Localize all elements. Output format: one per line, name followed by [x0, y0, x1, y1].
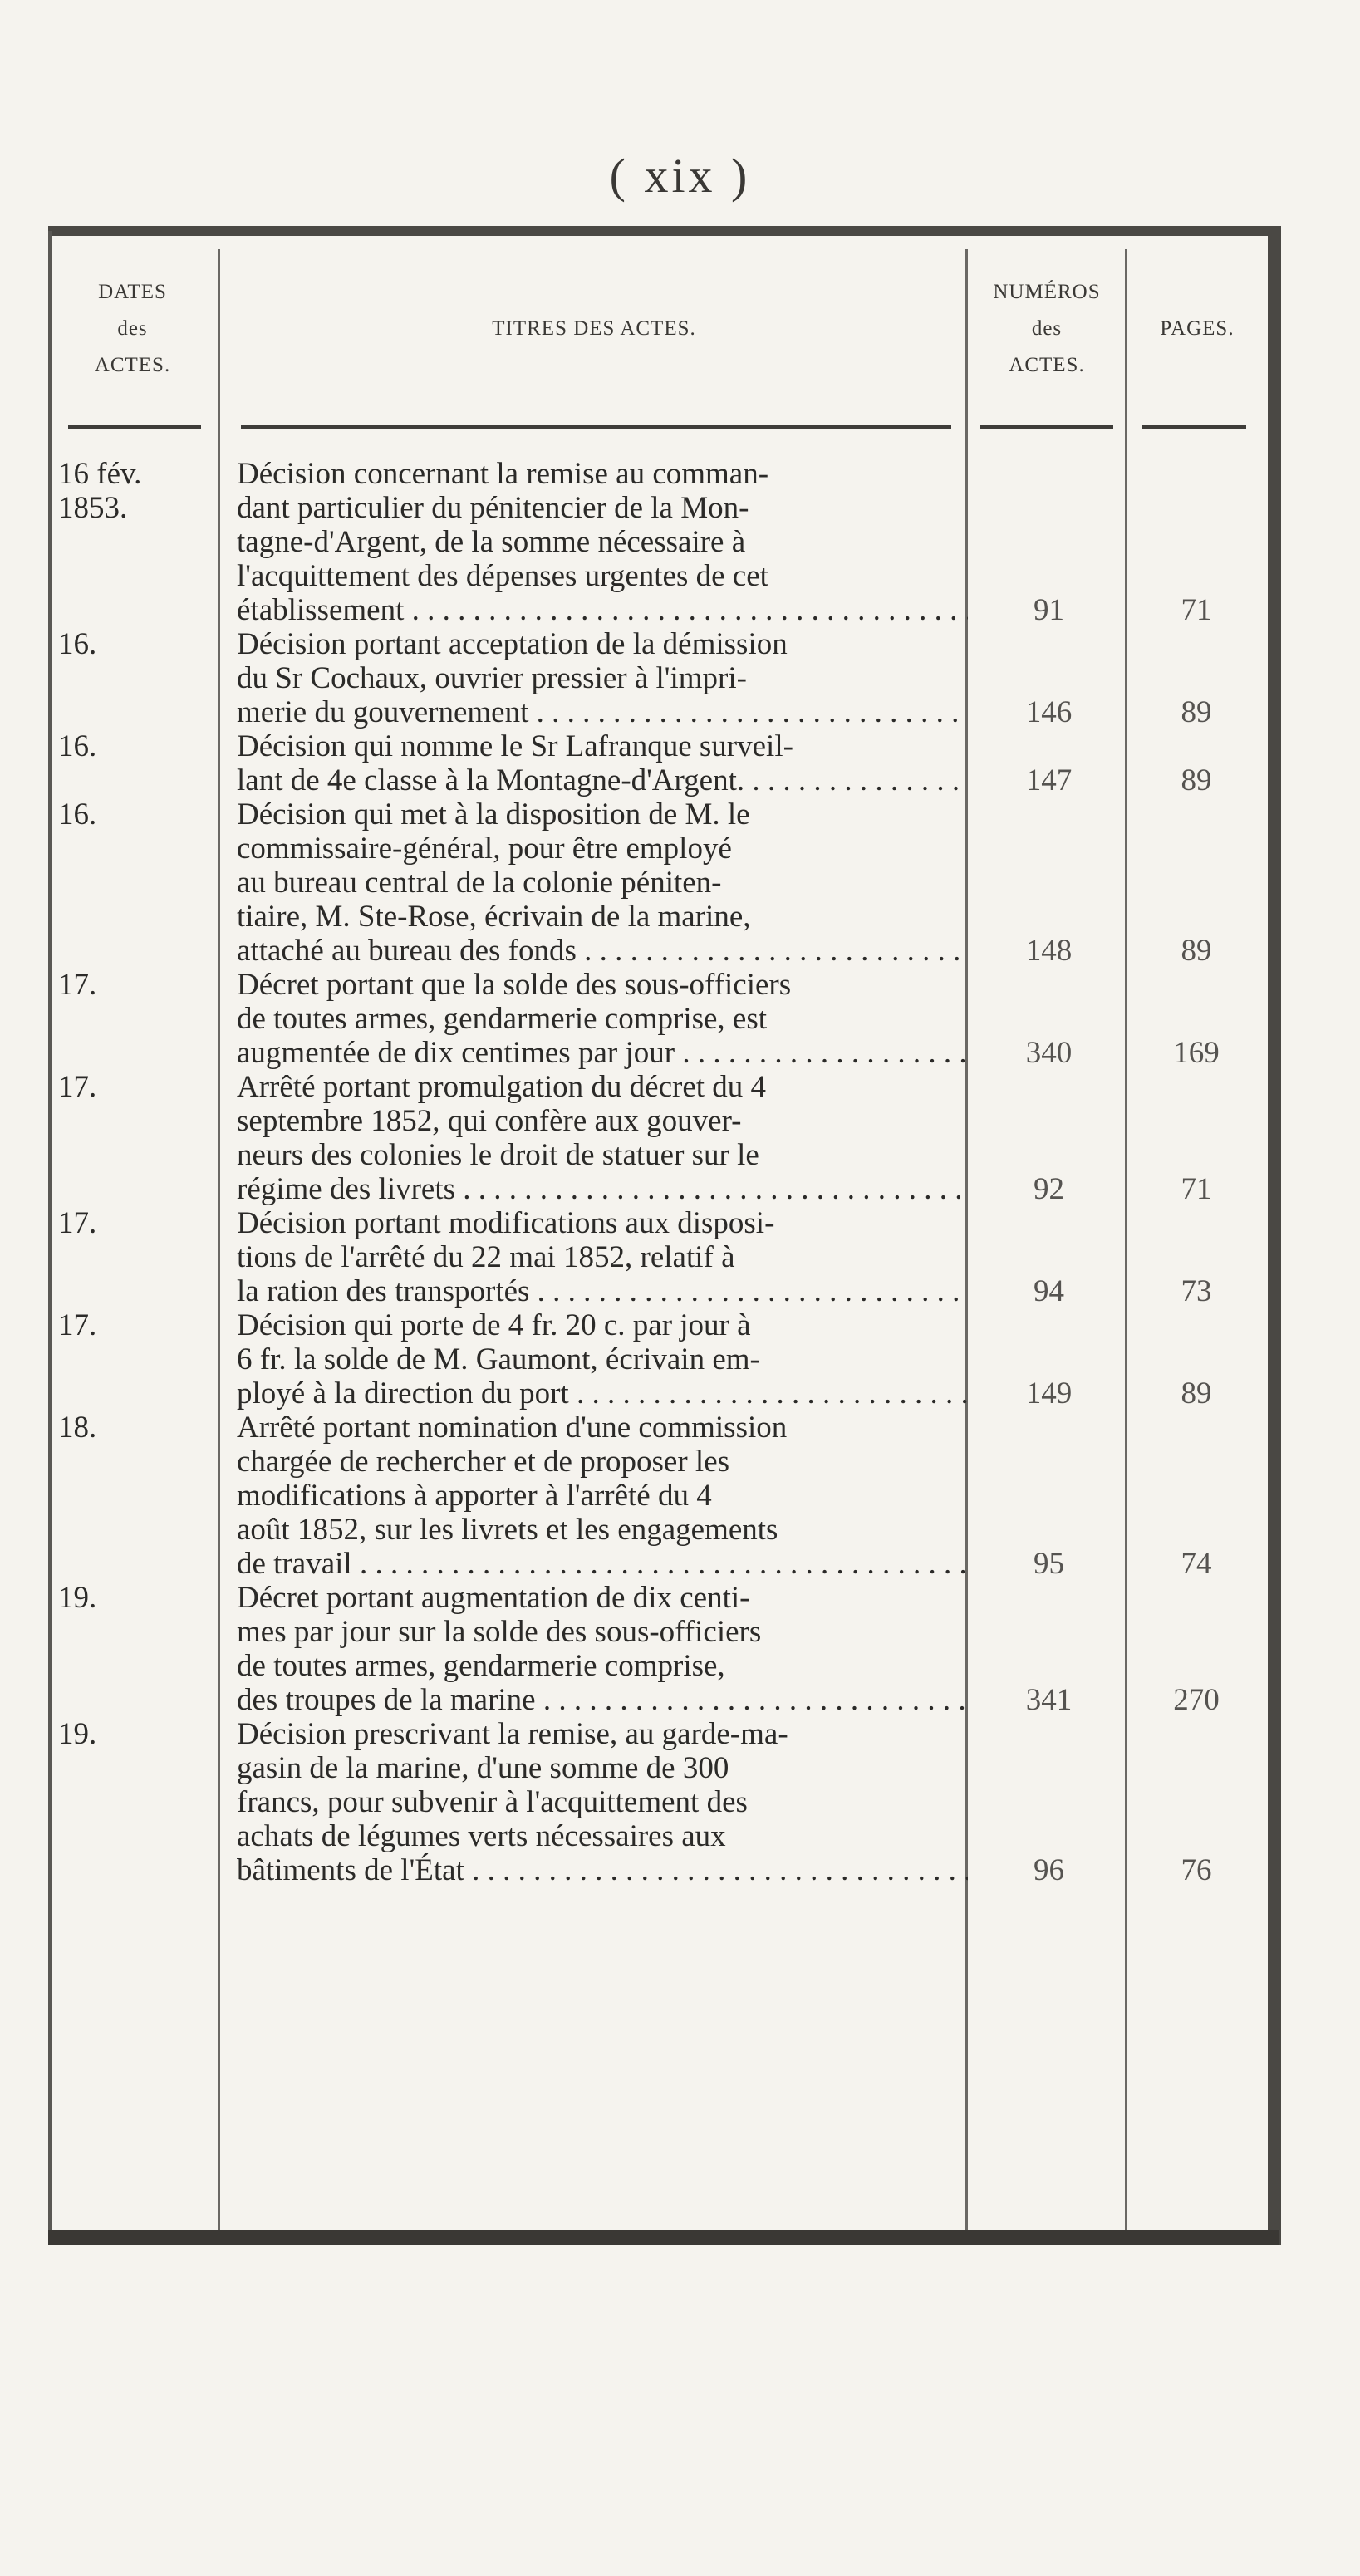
row-title-text: achats de légumes verts nécessaires aux [237, 1819, 726, 1853]
row-title-line [237, 1274, 968, 1308]
header-rule [68, 425, 201, 429]
row-title-text: Décision concernant la remise au comman- [237, 457, 769, 491]
leader-dots [675, 1036, 968, 1070]
row-title-line [237, 1819, 968, 1853]
leader-dots [536, 1683, 968, 1717]
row-title-line [237, 1411, 968, 1445]
row-title-line [237, 1513, 968, 1547]
row-title-text: dant particulier du pénitencier de la Mon- [237, 491, 749, 525]
row-title-line [237, 1240, 968, 1274]
row-title-text: Décret portant que la solde des sous-officiers [237, 968, 792, 1002]
leader-dots [569, 1376, 968, 1411]
table-right-border [1268, 226, 1281, 2245]
row-title [237, 1581, 968, 1717]
row-title-text: Décret portant augmentation de dix centi- [237, 1581, 750, 1615]
row-title-text: des troupes de la marine [237, 1683, 536, 1717]
row-date [58, 1206, 216, 1240]
row-title [237, 1070, 968, 1206]
header-numeros-line: ACTES. [1009, 354, 1085, 376]
row-title [237, 1411, 968, 1581]
row-title-line [237, 491, 968, 525]
leader-dots [404, 593, 968, 627]
header-dates-line: DATES [98, 281, 167, 303]
row-title-line [237, 1479, 968, 1513]
row-title-line [237, 1342, 968, 1376]
row-numero: 92 [1034, 1172, 1064, 1206]
row-numero: 91 [1034, 593, 1064, 627]
row-title-line [237, 1036, 968, 1070]
row-title [237, 1717, 968, 1887]
row-date-line: 16. [58, 627, 97, 661]
row-title-text: modifications à apporter à l'arrêté du 4 [237, 1479, 712, 1513]
row-title-text: Décision qui met à la disposition de M. le [237, 797, 750, 832]
row-date [58, 729, 216, 763]
row-title-line [237, 627, 968, 661]
row-title [237, 729, 968, 797]
header-dates-line: des [117, 317, 148, 340]
row-title-line [237, 729, 968, 763]
row-title-line [237, 934, 968, 968]
row-numero: 341 [1025, 1683, 1073, 1717]
row-title-line [237, 1649, 968, 1683]
header-pages: PAGES. [1160, 317, 1235, 340]
row-title-line [237, 1172, 968, 1206]
row-date [58, 457, 216, 525]
row-page: 270 [1173, 1683, 1220, 1717]
row-title [237, 457, 968, 627]
row-title-line [237, 1751, 968, 1785]
column-divider [1125, 249, 1127, 2230]
row-date-line: 16. [58, 729, 97, 763]
leader-dots [529, 1274, 968, 1308]
row-date [58, 1581, 216, 1615]
row-title-text: de travail [237, 1547, 352, 1581]
row-title-text: tiaire, M. Ste-Rose, écrivain de la marine, [237, 900, 751, 934]
row-numero: 340 [1025, 1036, 1073, 1070]
row-numero: 95 [1034, 1547, 1064, 1581]
row-title-line [237, 797, 968, 832]
row-numero: 94 [1034, 1274, 1064, 1308]
row-date-line: 16 fév. [58, 457, 142, 491]
row-title-line [237, 1308, 968, 1342]
row-title-text: Décision portant acceptation de la démission [237, 627, 788, 661]
row-title [237, 968, 968, 1070]
row-date [58, 968, 216, 1002]
row-title-text: augmentée de dix centimes par jour [237, 1036, 675, 1070]
row-title-text: Arrêté portant promulgation du décret du 4 [237, 1070, 767, 1104]
row-date-line: 1853. [58, 491, 128, 525]
row-numero: 148 [1025, 934, 1073, 968]
row-title-line [237, 1547, 968, 1581]
row-title-line [237, 1785, 968, 1819]
row-date [58, 1411, 216, 1445]
row-title-text: au bureau central de la colonie péniten- [237, 866, 722, 900]
row-page: 169 [1173, 1036, 1220, 1070]
row-title-text: ployé à la direction du port [237, 1376, 569, 1411]
row-title-text: Décision portant modifications aux disposi- [237, 1206, 775, 1240]
header-rule [1142, 425, 1246, 429]
row-title-line [237, 1376, 968, 1411]
row-title-text: tagne-d'Argent, de la somme nécessaire à [237, 525, 746, 559]
leader-dots [528, 695, 968, 729]
row-date-line: 19. [58, 1581, 97, 1615]
row-title-text: août 1852, sur les livrets et les engagements [237, 1513, 778, 1547]
row-numero: 147 [1025, 763, 1073, 797]
leader-dots [577, 934, 968, 968]
row-page: 74 [1181, 1547, 1212, 1581]
row-title-text: neurs des colonies le droit de statuer sur le [237, 1138, 759, 1172]
row-title [237, 627, 968, 729]
row-date-line: 16. [58, 797, 97, 832]
row-numero: 149 [1025, 1376, 1073, 1411]
row-page: 89 [1181, 695, 1212, 729]
row-title [237, 797, 968, 968]
row-title-line [237, 593, 968, 627]
row-title-line [237, 695, 968, 729]
row-title-text: francs, pour subvenir à l'acquittement des [237, 1785, 748, 1819]
header-numeros-line: des [1031, 317, 1063, 340]
leader-dots [464, 1853, 968, 1887]
row-title-text: régime des livrets [237, 1172, 456, 1206]
header-rule [980, 425, 1113, 429]
row-title-line [237, 1615, 968, 1649]
row-title-line [237, 525, 968, 559]
row-title-line [237, 1138, 968, 1172]
row-title-text: de toutes armes, gendarmerie comprise, est [237, 1002, 768, 1036]
row-title-text: l'acquittement des dépenses urgentes de cet [237, 559, 768, 593]
row-title-text: 6 fr. la solde de M. Gaumont, écrivain em- [237, 1342, 760, 1376]
row-date-line: 17. [58, 1070, 97, 1104]
row-title-text: Décision prescrivant la remise, au garde-ma- [237, 1717, 788, 1751]
row-page: 71 [1181, 593, 1212, 627]
row-title-text: Décision qui nomme le Sr Lafranque surveil- [237, 729, 793, 763]
row-page: 89 [1181, 1376, 1212, 1411]
row-page: 73 [1181, 1274, 1212, 1308]
row-date [58, 627, 216, 661]
row-title-line [237, 1683, 968, 1717]
row-date-line: 17. [58, 968, 97, 1002]
row-date-line: 17. [58, 1206, 97, 1240]
header-dates-line: ACTES. [94, 354, 171, 376]
row-title-line [237, 457, 968, 491]
row-date [58, 1070, 216, 1104]
row-title-text: chargée de rechercher et de proposer les [237, 1445, 730, 1479]
row-title [237, 1308, 968, 1411]
row-date [58, 1717, 216, 1751]
leader-dots [760, 763, 968, 797]
row-title-text: la ration des transportés [237, 1274, 530, 1308]
row-title-line [237, 1070, 968, 1104]
row-title-line [237, 866, 968, 900]
row-numero: 146 [1025, 695, 1073, 729]
leader-dots [352, 1547, 968, 1581]
row-title-text: mes par jour sur la solde des sous-officiers [237, 1615, 762, 1649]
row-title-text: établissement [237, 593, 405, 627]
row-date-line: 17. [58, 1308, 97, 1342]
header-titres: TITRES DES ACTES. [492, 317, 696, 340]
row-title-text: commissaire-général, pour être employé [237, 832, 732, 866]
row-title-line [237, 1581, 968, 1615]
header-rule [241, 425, 951, 429]
row-title-text: Décision qui porte de 4 fr. 20 c. par jour à [237, 1308, 751, 1342]
row-title-text: attaché au bureau des fonds [237, 934, 577, 968]
row-title-line [237, 1717, 968, 1751]
row-title-line [237, 1206, 968, 1240]
row-date [58, 1308, 216, 1342]
row-title-text: bâtiments de l'État [237, 1853, 464, 1887]
page-header: ( xix ) [609, 149, 751, 203]
row-date-line: 18. [58, 1411, 97, 1445]
row-page: 71 [1181, 1172, 1212, 1206]
row-title-text: Arrêté portant nomination d'une commission [237, 1411, 788, 1445]
row-title-line [237, 661, 968, 695]
row-title-line [237, 1445, 968, 1479]
row-title-text: septembre 1852, qui confère aux gouver- [237, 1104, 742, 1138]
row-title-text: lant de 4e classe à la Montagne-d'Argent. . [237, 763, 760, 797]
row-title-line [237, 900, 968, 934]
row-title-line [237, 1853, 968, 1887]
row-title-line [237, 559, 968, 593]
leader-dots [455, 1172, 968, 1206]
column-divider [218, 249, 220, 2230]
header-numeros [969, 274, 1125, 384]
row-title-line [237, 763, 968, 797]
row-title-line [237, 1104, 968, 1138]
table-bottom-border [48, 2230, 1279, 2245]
row-page: 89 [1181, 763, 1212, 797]
row-title-text: du Sr Cochaux, ouvrier pressier à l'impri- [237, 661, 747, 695]
row-date [58, 797, 216, 832]
header-numeros-line: NUMÉROS [993, 281, 1101, 303]
row-title-text: tions de l'arrêté du 22 mai 1852, relatif à [237, 1240, 735, 1274]
row-page: 76 [1181, 1853, 1212, 1887]
row-page: 89 [1181, 934, 1212, 968]
row-date-line: 19. [58, 1717, 97, 1751]
row-title-line [237, 1002, 968, 1036]
row-title-text: de toutes armes, gendarmerie comprise, [237, 1649, 725, 1683]
header-dates [52, 274, 214, 384]
row-numero: 96 [1034, 1853, 1064, 1887]
row-title [237, 1206, 968, 1308]
row-title-text: gasin de la marine, d'une somme de 300 [237, 1751, 729, 1785]
row-title-line [237, 832, 968, 866]
row-title-line [237, 968, 968, 1002]
row-title-text: merie du gouvernement [237, 695, 529, 729]
